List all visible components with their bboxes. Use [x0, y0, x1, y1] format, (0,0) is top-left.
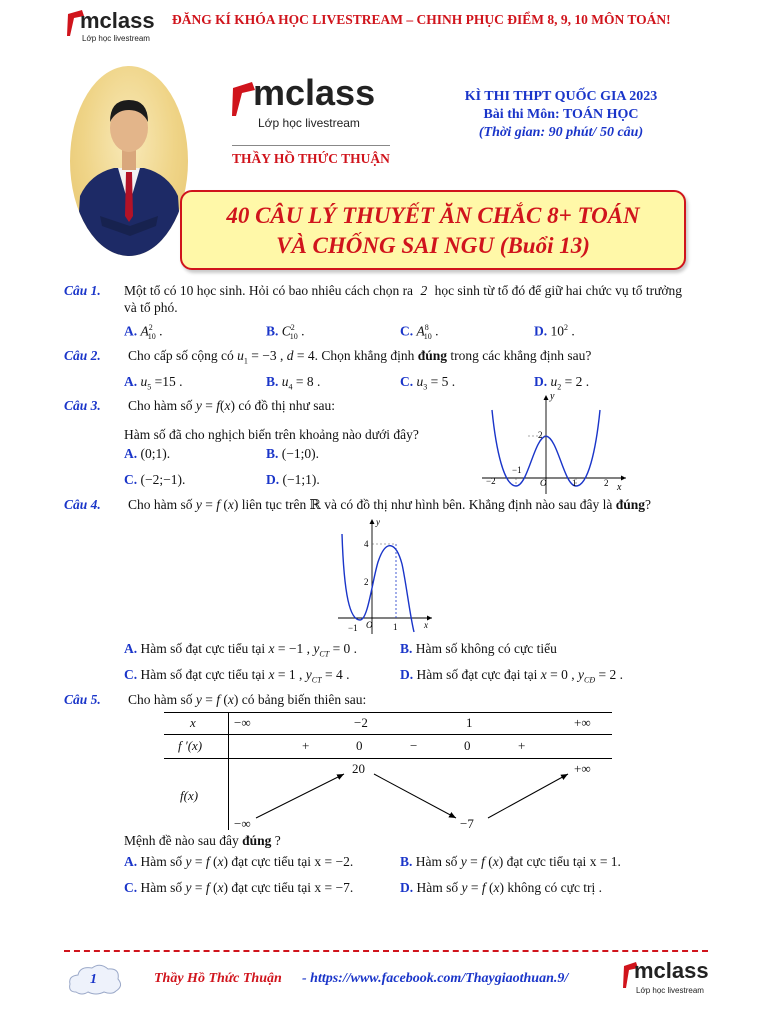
q5-c-mid: đạt cực tiểu tại [231, 880, 312, 895]
q2-a-letter: A. [124, 374, 138, 389]
q4-c-text: Hàm số đạt cực tiểu tại [140, 667, 266, 682]
teacher-photo [70, 66, 188, 256]
q3-graph-y2: 2 [538, 430, 543, 440]
q5-b-letter: B. [400, 854, 413, 869]
q3-option-c[interactable] [124, 472, 185, 488]
q4-graph-ylabel: y [376, 517, 380, 527]
q4-a-letter: A. [124, 641, 138, 656]
header-logo[interactable] [66, 8, 156, 48]
exam-line2: Bài thi Môn: TOÁN HỌC [483, 107, 639, 122]
q3-d-value: (−1;1). [282, 472, 320, 487]
q5-d-letter: D. [400, 880, 414, 895]
footer-brand: mclass [634, 958, 709, 983]
q4-b-text: Hàm số không có cực tiểu [415, 641, 557, 656]
q3-graph-x2: 2 [604, 478, 609, 488]
vt-x-m2: −2 [354, 715, 368, 730]
q1-text2: học sinh từ tổ đó để giữ hai chức vụ tổ trưởng [434, 283, 683, 298]
q4-text3: và có đồ thị như hình bên. Khẳng định nào sau đây là [324, 497, 613, 512]
q5-b-text: Hàm số [415, 854, 458, 869]
q2-option-b[interactable]: B. $u_4 = 8$ . [266, 374, 321, 392]
q2-d-letter: D. [534, 374, 548, 389]
q5-ask-end: ? [274, 833, 281, 848]
exam-line1: KÌ THI THPT QUỐC GIA 2023 [464, 89, 658, 104]
vt-sign2: 0 [356, 738, 363, 753]
header-banner[interactable]: ĐĂNG KÍ KHÓA HỌC LIVESTREAM – CHINH PHỤC ĐIỂM 8, 9, 10 MÔN TOÁN! [172, 12, 671, 27]
q5-text1: Cho hàm số [128, 692, 193, 707]
q1-text3: và tổ phó. [124, 300, 178, 315]
q3-text2: có đồ thị như sau: [238, 398, 335, 413]
q5-ask-text: Mệnh đề nào sau đây [124, 833, 239, 848]
q2-c-letter: C. [400, 374, 414, 389]
q5-option-a[interactable]: A. Hàm số y = f (x) đạt cực tiểu tại x = −2. [124, 854, 354, 869]
q2-option-a[interactable]: A. $u_5 =15$ . [124, 374, 183, 392]
q2-b-letter: B. [266, 374, 279, 389]
vt-f-minf: −∞ [234, 816, 251, 831]
header-brand-sub: Lớp học livestream [82, 34, 150, 43]
teacher-name: THẦY HỒ THỨC THUẬN [232, 151, 390, 166]
q4-label: Câu 4. [64, 497, 101, 512]
title-line2: VÀ CHỐNG SAI NGU (Buổi 13) [276, 233, 590, 258]
q1-b-letter: B. [266, 323, 279, 339]
q4-strong: đúng [615, 497, 646, 512]
q1-option-c[interactable]: C. $A^8_{10}$ . [400, 323, 439, 342]
vt-x-1: 1 [466, 715, 473, 730]
vt-sign5: + [518, 738, 526, 753]
q4-graph-origin: O [366, 620, 373, 630]
q4-a-text: Hàm số đạt cực tiểu tại [140, 641, 266, 656]
q1-c-letter: C. [400, 323, 414, 339]
q5-a-text: Hàm số [140, 854, 183, 869]
q5-option-d[interactable]: D. Hàm số y = f (x) không có cực trị . [400, 880, 603, 895]
q3-d-letter: D. [266, 472, 280, 487]
vt-f-pinf: +∞ [574, 761, 591, 776]
q4-text2: liên tục trên [241, 497, 307, 512]
footer-brand-sub: Lớp học livestream [636, 986, 704, 995]
q1-option-d[interactable]: D. $10^2$ . [534, 323, 575, 339]
q3-option-d[interactable] [266, 472, 320, 488]
q5-option-c[interactable]: C. Hàm số y = f (x) đạt cực tiểu tại x = −7. [124, 880, 354, 895]
header-brand: mclass [80, 8, 155, 33]
q3-text1: Cho hàm số [128, 398, 193, 413]
q4-graph-xlabel: x [424, 620, 428, 630]
q3-a-letter: A. [124, 446, 138, 461]
q5-a-letter: A. [124, 854, 138, 869]
q3-text3: Hàm số đã cho nghịch biến trên khoảng nào dưới đây? [124, 427, 419, 442]
q2-text3: trong các khẳng định sau? [450, 348, 592, 363]
q5-text: Cho hàm số y = f (x) có bảng biến thiên sau: [128, 692, 367, 707]
q4-d-letter: D. [400, 667, 414, 682]
q5-a-mid: đạt cực tiểu tại [231, 854, 312, 869]
q1-option-a[interactable]: A. $A^2_{10}$ . [124, 323, 163, 342]
q3-label: Câu 3. [64, 398, 101, 413]
q3-c-value: (−2;−1). [140, 472, 186, 487]
q3-option-b[interactable] [266, 446, 319, 462]
teacher-portrait-icon [70, 66, 188, 256]
center-logo-divider [232, 145, 390, 146]
q5-b-val: x = 1. [589, 854, 621, 869]
q2-text2: . Chọn khẳng định [314, 348, 415, 363]
variation-table [164, 712, 612, 830]
q3-b-letter: B. [266, 446, 279, 461]
q2-label: Câu 2. [64, 348, 101, 363]
q4-graph-x1: 1 [393, 622, 398, 632]
q4-graph-y2: 2 [364, 577, 369, 587]
q2-option-d[interactable]: D. $u_2 = 2$ . [534, 374, 590, 392]
q1-option-b[interactable]: B. $C^2_{10}$ . [266, 323, 305, 342]
title-box [180, 190, 686, 270]
exam-line3: (Thời gian: 90 phút/ 50 câu) [478, 125, 644, 140]
vt-x-label: x [190, 715, 196, 730]
footer-teacher: Thầy Hồ Thức Thuận [154, 971, 282, 986]
q1-label: Câu 1. [64, 283, 101, 298]
vt-x-pinf: +∞ [574, 715, 591, 730]
q1-text [124, 283, 714, 299]
q2-option-c[interactable]: C. $u_3 = 5$ . [400, 374, 456, 392]
center-brand: mclass [253, 72, 376, 113]
q1-a-letter: A. [124, 323, 138, 339]
q2-text1: Cho cấp số cộng có [128, 348, 234, 363]
q4-graph-y4: 4 [364, 539, 369, 549]
q1-d-letter: D. [534, 323, 548, 339]
vt-f-label: f(x) [180, 788, 199, 803]
q3-a-value: (0;1). [140, 446, 171, 461]
q5-a-val: x = −2. [314, 854, 354, 869]
q4-text1: Cho hàm số [128, 497, 193, 512]
footer-link[interactable]: - https://www.facebook.com/Thaygiaothuan.9/ [302, 971, 569, 986]
q3-graph-ylabel: y [550, 391, 555, 402]
q4-text: Cho hàm số y = f (x) liên tục trên ℝ và có đồ thị như hình bên. Khẳng định nào sau đây là đúng? [128, 497, 652, 512]
q3-graph-ym1: −1 [512, 465, 522, 475]
q3-graph-xm2: −2 [486, 476, 496, 486]
vt-arrows [164, 712, 612, 830]
footer-logo[interactable] [622, 956, 712, 1000]
page-number: 1 [90, 972, 97, 987]
q5-option-b[interactable]: B. Hàm số y = f (x) đạt cực tiểu tại x = 1. [400, 854, 621, 869]
vt-sign1: + [302, 738, 310, 753]
q4-graph [336, 516, 436, 636]
q5-d-mid: không có cực trị . [507, 880, 603, 895]
q5-strong: đúng [242, 833, 272, 848]
vt-x-minf: −∞ [234, 715, 251, 730]
center-brand-sub: Lớp học livestream [258, 116, 360, 130]
q3-graph-xlabel: x [617, 482, 622, 493]
vt-fp-label: f ′(x) [178, 738, 203, 753]
q1-text1: Một tổ có 10 học sinh. Hỏi có bao nhiêu cách chọn ra [124, 283, 414, 298]
vt-f-20: 20 [352, 761, 365, 776]
q3-graph-x1: 1 [572, 478, 577, 488]
q5-c-text: Hàm số [140, 880, 183, 895]
q1-num: 2 [420, 283, 428, 298]
footer-divider [64, 950, 708, 952]
q3-graph-origin: O [540, 478, 547, 488]
q3-option-a[interactable] [124, 446, 170, 462]
title-line1: 40 CÂU LÝ THUYẾT ĂN CHẮC 8+ TOÁN [226, 203, 640, 228]
q2-strong: đúng [417, 348, 447, 363]
vt-f-m7: −7 [460, 816, 474, 831]
q5-c-letter: C. [124, 880, 138, 895]
q4-graph-xm1: −1 [348, 623, 358, 633]
q3-graph [478, 390, 630, 498]
vt-sign4: 0 [464, 738, 471, 753]
q5-text2: có bảng biến thiên sau: [241, 692, 367, 707]
q3-b-value: (−1;0). [281, 446, 319, 461]
q5-d-text: Hàm số [416, 880, 459, 895]
q4-option-a[interactable]: A. Hàm số đạt cực tiểu tại x = −1 , $y_{CT} = 0$ . [124, 641, 358, 659]
q5-label: Câu 5. [64, 692, 101, 707]
q5-b-mid: đạt cực tiểu tại [506, 854, 587, 869]
q4-option-c[interactable]: C. Hàm số đạt cực tiểu tại x = 1 , $y_{CT} = 4$ . [124, 667, 350, 685]
q5-c-val: x = −7. [314, 880, 354, 895]
q3-text: Cho hàm số y = f(x) có đồ thị như sau: [128, 398, 335, 413]
q4-c-letter: C. [124, 667, 138, 682]
q2-text: Cho cấp số cộng có $u_1 = -3$ , d = 4. Chọn khẳng định đúng trong các khẳng định sau? [128, 348, 592, 366]
center-logo [225, 70, 385, 140]
q4-option-b[interactable] [400, 641, 557, 657]
vt-sign3: − [410, 738, 418, 753]
q4-b-letter: B. [400, 641, 413, 656]
q5-ask [124, 833, 281, 849]
q3-c-letter: C. [124, 472, 138, 487]
q4-option-d[interactable]: D. Hàm số đạt cực đại tại x = 0 , $y_{CĐ} = 2$ . [400, 667, 624, 685]
q4-d-text: Hàm số đạt cực đại tại [416, 667, 538, 682]
